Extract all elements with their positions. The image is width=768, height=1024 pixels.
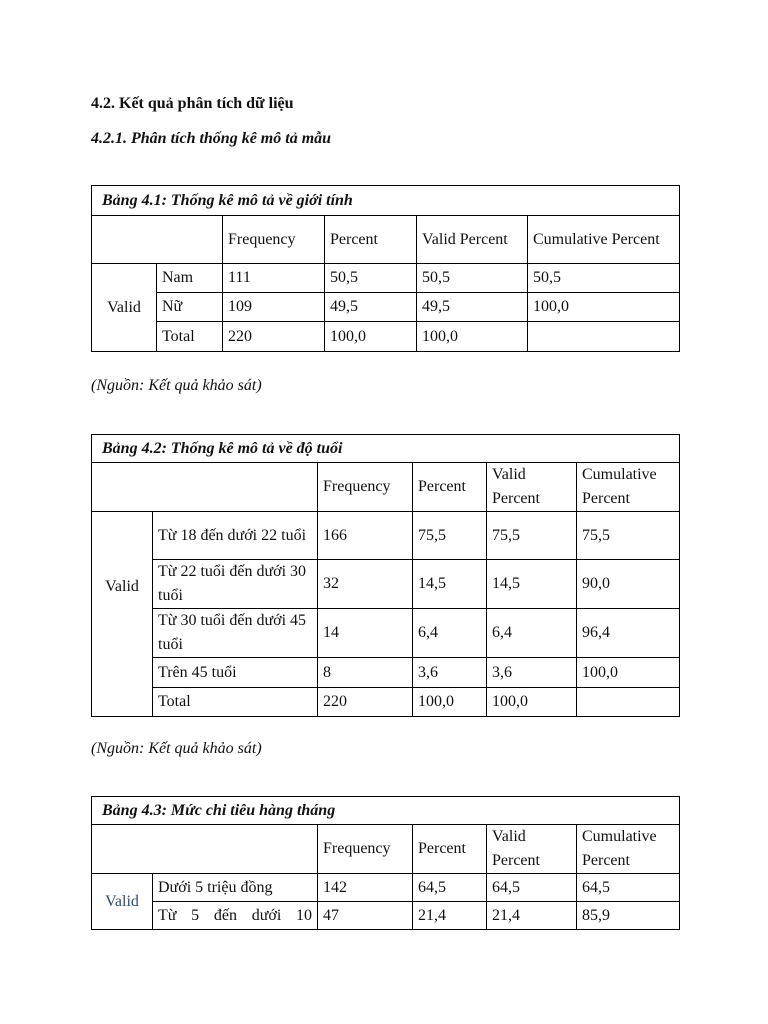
header-cumulative-percent: Cumulative Percent xyxy=(528,216,680,264)
table-row xyxy=(92,264,680,293)
frequency-cell: 14 xyxy=(318,609,413,658)
valid-percent-cell: 64,5 xyxy=(487,874,577,902)
percent-cell: 64,5 xyxy=(413,874,487,902)
valid-percent-cell: 3,6 xyxy=(487,658,577,688)
frequency-cell: 47 xyxy=(318,902,413,930)
percent-cell: 3,6 xyxy=(413,658,487,688)
row-label: Dưới 5 triệu đồng xyxy=(153,874,318,902)
header-cumulative-percent: Cumulative Percent xyxy=(577,825,680,874)
valid-percent-cell: 14,5 xyxy=(487,560,577,609)
row-label: Total xyxy=(157,322,223,352)
frequency-cell: 8 xyxy=(318,658,413,688)
frequency-cell: 111 xyxy=(223,264,325,293)
valid-percent-cell: 21,4 xyxy=(487,902,577,930)
header-blank-cell xyxy=(92,463,318,512)
row-label: Từ 30 tuổi đến dưới 45 tuổi xyxy=(153,609,318,658)
cumulative-percent-cell: 100,0 xyxy=(577,658,680,688)
header-percent: Percent xyxy=(325,216,417,264)
valid-percent-cell: 50,5 xyxy=(417,264,528,293)
cumulative-percent-cell xyxy=(528,322,680,352)
cumulative-percent-cell: 96,4 xyxy=(577,609,680,658)
age-table xyxy=(91,434,680,717)
table-caption: Bảng 4.3: Mức chi tiêu hàng tháng xyxy=(92,797,680,825)
row-label: Nam xyxy=(157,264,223,293)
frequency-cell: 32 xyxy=(318,560,413,609)
header-blank-cell xyxy=(92,825,318,874)
header-valid-percent: Valid Percent xyxy=(487,825,577,874)
valid-percent-cell: 75,5 xyxy=(487,512,577,560)
percent-cell: 100,0 xyxy=(413,688,487,717)
row-label: Trên 45 tuổi xyxy=(153,658,318,688)
valid-percent-cell: 100,0 xyxy=(487,688,577,717)
row-label: Total xyxy=(153,688,318,717)
frequency-cell: 166 xyxy=(318,512,413,560)
header-percent: Percent xyxy=(413,825,487,874)
header-cumulative-percent: Cumulative Percent xyxy=(577,463,680,512)
row-label: Từ 5 đến dưới 10 xyxy=(153,902,318,930)
table-row xyxy=(92,902,680,930)
frequency-cell: 142 xyxy=(318,874,413,902)
table-caption: Bảng 4.2: Thống kê mô tả về độ tuổi xyxy=(92,435,680,463)
gender-table xyxy=(91,185,680,352)
header-valid-percent: Valid Percent xyxy=(417,216,528,264)
cumulative-percent-cell: 90,0 xyxy=(577,560,680,609)
percent-cell: 6,4 xyxy=(413,609,487,658)
cumulative-percent-cell: 85,9 xyxy=(577,902,680,930)
header-frequency: Frequency xyxy=(318,825,413,874)
table-row xyxy=(92,658,680,688)
valid-percent-cell: 6,4 xyxy=(487,609,577,658)
header-blank-cell xyxy=(92,216,223,264)
table-row xyxy=(92,322,680,352)
percent-cell: 100,0 xyxy=(325,322,417,352)
percent-cell: 21,4 xyxy=(413,902,487,930)
spending-table xyxy=(91,796,680,930)
table-row xyxy=(92,688,680,717)
table-row xyxy=(92,874,680,902)
percent-cell: 49,5 xyxy=(325,293,417,322)
section-heading: 4.2. Kết quả phân tích dữ liệu xyxy=(91,95,294,112)
cumulative-percent-cell: 100,0 xyxy=(528,293,680,322)
source-note: (Nguồn: Kết quả khảo sát) xyxy=(91,740,262,757)
header-frequency: Frequency xyxy=(318,463,413,512)
source-note: (Nguồn: Kết quả khảo sát) xyxy=(91,377,262,394)
group-label-valid: Valid xyxy=(92,264,157,352)
cumulative-percent-cell: 64,5 xyxy=(577,874,680,902)
table-header-row xyxy=(92,825,680,874)
valid-percent-cell: 49,5 xyxy=(417,293,528,322)
header-percent: Percent xyxy=(413,463,487,512)
cumulative-percent-cell: 75,5 xyxy=(577,512,680,560)
table-row xyxy=(92,293,680,322)
percent-cell: 14,5 xyxy=(413,560,487,609)
table-row xyxy=(92,560,680,609)
table-row xyxy=(92,609,680,658)
header-frequency: Frequency xyxy=(223,216,325,264)
header-valid-percent: Valid Percent xyxy=(487,463,577,512)
row-label: Từ 22 tuổi đến dưới 30 tuổi xyxy=(153,560,318,609)
percent-cell: 75,5 xyxy=(413,512,487,560)
table-row xyxy=(92,512,680,560)
group-label-valid: Valid xyxy=(92,512,153,717)
frequency-cell: 109 xyxy=(223,293,325,322)
cumulative-percent-cell: 50,5 xyxy=(528,264,680,293)
table-header-row xyxy=(92,216,680,264)
table-caption: Bảng 4.1: Thống kê mô tả về giới tính xyxy=(92,186,680,216)
cumulative-percent-cell xyxy=(577,688,680,717)
group-label-valid: Valid xyxy=(92,874,153,930)
row-label: Từ 18 đến dưới 22 tuổi xyxy=(153,512,318,560)
frequency-cell: 220 xyxy=(318,688,413,717)
percent-cell: 50,5 xyxy=(325,264,417,293)
valid-percent-cell: 100,0 xyxy=(417,322,528,352)
row-label: Nữ xyxy=(157,293,223,322)
subsection-heading: 4.2.1. Phân tích thống kê mô tả mẫu xyxy=(91,130,332,147)
table-header-row xyxy=(92,463,680,512)
frequency-cell: 220 xyxy=(223,322,325,352)
